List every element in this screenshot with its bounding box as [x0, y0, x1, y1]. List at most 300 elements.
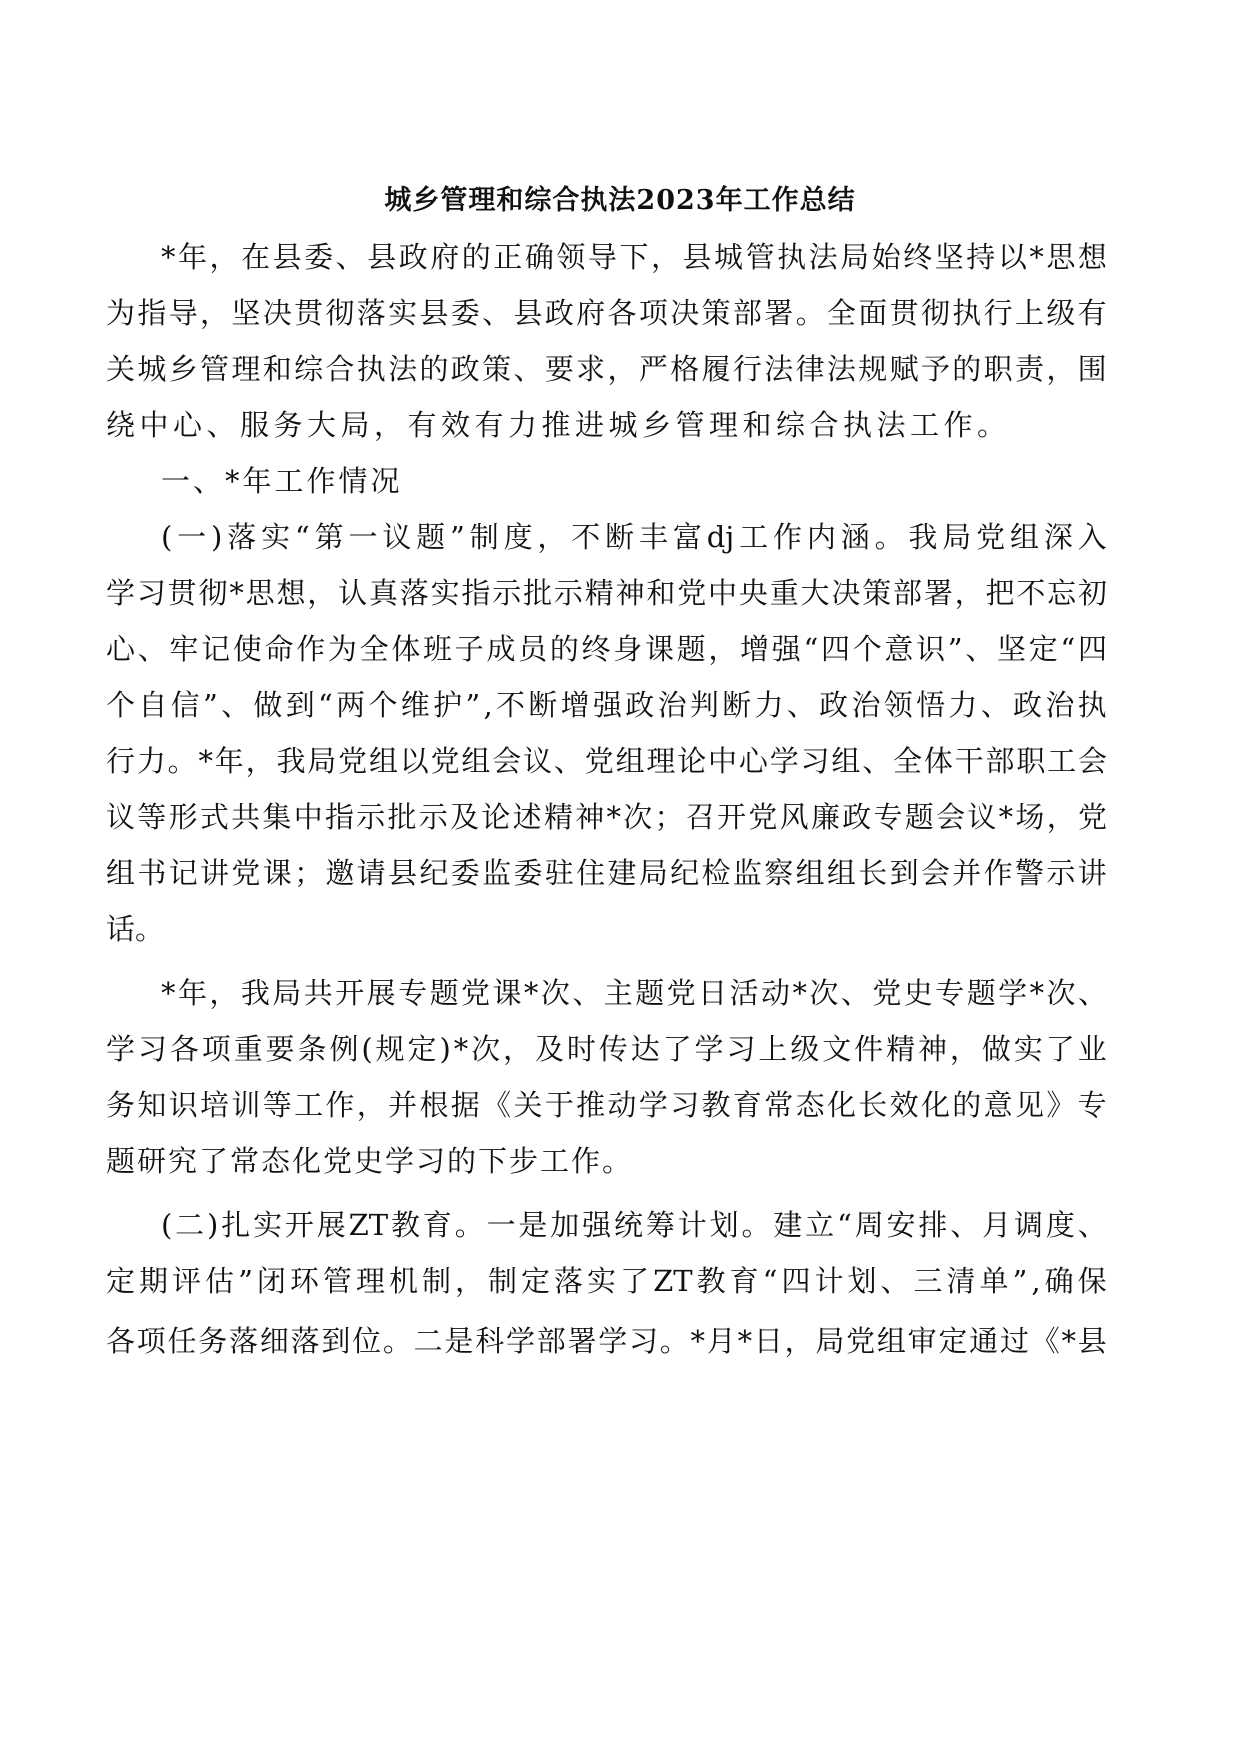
glyph: 县: [388, 856, 418, 890]
glyph: 加: [550, 1208, 580, 1242]
glyph: 知: [137, 1088, 167, 1122]
glyph: 个: [368, 688, 398, 722]
glyph: 。: [167, 744, 197, 778]
glyph: 彻: [325, 296, 355, 330]
glyph: *: [690, 1324, 706, 1358]
glyph: 开: [717, 800, 747, 834]
glyph: 会: [920, 856, 950, 890]
glyph: ，: [537, 520, 567, 554]
glyph: 央: [738, 576, 768, 610]
glyph: 局: [307, 744, 337, 778]
glyph: 署: [764, 296, 794, 330]
glyph: 了: [662, 1032, 692, 1066]
glyph: 组: [368, 744, 398, 778]
glyph: ): [207, 1208, 219, 1242]
glyph: *: [1061, 1324, 1076, 1358]
glyph: 体: [391, 632, 421, 666]
glyph: 体: [923, 744, 953, 778]
glyph: 导: [168, 296, 198, 330]
glyph: 级: [1046, 296, 1076, 330]
glyph: 计: [677, 1208, 707, 1242]
glyph: ，: [708, 632, 738, 666]
glyph: 把: [985, 576, 1015, 610]
glyph: 做: [981, 1032, 1011, 1066]
glyph: 见: [1014, 1088, 1044, 1122]
glyph: 划: [847, 1264, 877, 1298]
glyph: 两: [336, 688, 366, 722]
glyph: 确: [1044, 1264, 1074, 1298]
glyph: 扎: [221, 1208, 251, 1242]
glyph: 定: [407, 1032, 437, 1066]
glyph: 党: [231, 856, 261, 890]
text-line: [106, 685, 1107, 725]
glyph: 不: [571, 520, 601, 554]
glyph: 级: [790, 1032, 820, 1066]
glyph: 讲: [200, 856, 230, 890]
glyph: 精: [584, 576, 614, 610]
glyph: 学: [106, 576, 136, 610]
glyph: 学: [505, 1324, 535, 1358]
glyph: 识: [168, 1088, 198, 1122]
glyph: 制: [488, 1264, 518, 1298]
glyph: 牢: [169, 632, 199, 666]
glyph: 要: [544, 352, 574, 386]
glyph: 意: [983, 1088, 1013, 1122]
glyph: 各: [169, 1032, 199, 1066]
glyph: 定: [521, 1264, 551, 1298]
glyph: 赋: [889, 352, 919, 386]
glyph: 年: [178, 240, 208, 274]
glyph: 的: [419, 352, 449, 386]
glyph: 部: [893, 576, 923, 610]
glyph: 组: [615, 744, 645, 778]
glyph: 组: [826, 856, 856, 890]
glyph: 下: [619, 240, 649, 274]
glyph: 信: [170, 688, 200, 722]
glyph: 驻: [544, 856, 574, 890]
glyph: 落: [554, 1264, 584, 1298]
glyph: 做: [253, 688, 283, 722]
glyph: 的: [952, 1088, 982, 1122]
glyph: 局: [272, 976, 302, 1010]
glyph: 面: [858, 296, 888, 330]
glyph: 度: [1045, 1208, 1075, 1242]
glyph: 训: [231, 1088, 261, 1122]
glyph: 、: [862, 744, 892, 778]
glyph: ZT: [348, 1208, 389, 1242]
glyph: 次: [623, 800, 653, 834]
glyph: 习: [670, 1088, 700, 1122]
glyph: 及: [450, 800, 480, 834]
glyph: 富: [672, 520, 702, 554]
glyph: 示: [1046, 856, 1076, 890]
glyph: 法: [764, 352, 794, 386]
glyph: 重: [233, 1032, 263, 1066]
glyph: ，: [245, 744, 275, 778]
glyph: 学: [769, 744, 799, 778]
glyph: 想: [1077, 240, 1107, 274]
glyph: 职: [983, 352, 1013, 386]
glyph: 例: [329, 1032, 359, 1066]
glyph: 求: [576, 352, 606, 386]
glyph: 教: [390, 1208, 420, 1242]
glyph: 大: [800, 576, 830, 610]
glyph: 请: [356, 856, 386, 890]
glyph: 次: [540, 976, 570, 1010]
glyph: 力: [136, 744, 166, 778]
glyph: 识: [916, 632, 946, 666]
glyph: 城: [714, 240, 744, 274]
glyph: 治: [851, 688, 881, 722]
glyph: 不: [496, 688, 526, 722]
glyph: 住: [576, 856, 606, 890]
glyph: 活: [729, 976, 759, 1010]
glyph: 场: [1015, 800, 1045, 834]
glyph: 教: [701, 1088, 731, 1122]
glyph: 学: [694, 1032, 724, 1066]
glyph: 定: [106, 1264, 136, 1298]
glyph: 。: [795, 296, 825, 330]
glyph: 长: [858, 1088, 888, 1122]
text-line: 绕中心、服务大局，有效有力推进城乡管理和综合执法工作。: [106, 408, 1011, 442]
glyph: 传: [598, 1032, 628, 1066]
glyph: 导: [587, 240, 617, 274]
glyph: ，: [650, 240, 680, 274]
glyph: 上: [758, 1032, 788, 1066]
glyph: 断: [722, 688, 752, 722]
glyph: 开: [335, 976, 365, 1010]
glyph: ”: [465, 688, 481, 722]
glyph: 第: [314, 520, 344, 554]
glyph: ，: [356, 1088, 386, 1122]
glyph: 、: [335, 240, 365, 274]
glyph: 建: [607, 856, 637, 890]
glyph: 我: [908, 520, 938, 554]
glyph: 策: [862, 576, 892, 610]
glyph: 是: [444, 1324, 474, 1358]
glyph: ；: [294, 856, 324, 890]
glyph: *: [606, 800, 621, 834]
glyph: 真: [368, 576, 398, 610]
glyph: 局: [638, 856, 668, 890]
glyph: 廉: [810, 800, 840, 834]
glyph: 坚: [231, 296, 261, 330]
glyph: ，: [307, 576, 337, 610]
glyph: 内: [806, 520, 836, 554]
glyph: 务: [198, 1324, 228, 1358]
glyph: 命: [264, 632, 294, 666]
glyph: 是: [518, 1208, 548, 1242]
glyph: 综: [294, 352, 324, 386]
glyph: 予: [920, 352, 950, 386]
glyph: 实: [430, 576, 460, 610]
text-line: 题研究了常态化党史学习的下步工作。: [106, 1144, 634, 1178]
glyph: 三: [913, 1264, 943, 1298]
glyph: 项: [201, 1032, 231, 1066]
glyph: 邀: [325, 856, 355, 890]
glyph: 批: [523, 576, 553, 610]
glyph: 年: [214, 744, 244, 778]
text-line: [106, 349, 1107, 389]
glyph: “: [318, 688, 333, 722]
glyph: 长: [858, 856, 888, 890]
glyph: 全: [826, 296, 856, 330]
text-line: [106, 853, 1107, 893]
glyph: 中: [708, 576, 738, 610]
glyph: 党: [430, 744, 460, 778]
glyph: 局: [942, 520, 972, 554]
glyph: 涵: [840, 520, 870, 554]
glyph: 终: [581, 632, 611, 666]
glyph: 监: [732, 856, 762, 890]
section-heading: 一、*年工作情况: [161, 464, 403, 498]
glyph: ): [211, 520, 223, 554]
glyph: 入: [1077, 520, 1107, 554]
glyph: 落: [227, 520, 257, 554]
glyph: 工: [294, 1088, 324, 1122]
glyph: 展: [366, 976, 396, 1010]
glyph: 党: [338, 744, 368, 778]
glyph: 增: [740, 632, 770, 666]
glyph: 史: [903, 976, 933, 1010]
glyph: 、: [1077, 1208, 1107, 1242]
glyph: *: [198, 744, 213, 778]
glyph: 专: [873, 800, 903, 834]
glyph: 工: [739, 520, 769, 554]
glyph: 学: [998, 976, 1028, 1010]
glyph: 教: [696, 1264, 726, 1298]
glyph: 月: [706, 1324, 736, 1358]
glyph: 政: [625, 688, 655, 722]
glyph: 日: [753, 1324, 783, 1358]
glyph: 组: [831, 744, 861, 778]
glyph: 二: [413, 1324, 443, 1358]
glyph: 机: [388, 1264, 418, 1298]
glyph: “: [294, 520, 310, 554]
glyph: 。: [382, 1324, 412, 1358]
glyph: 法: [388, 352, 418, 386]
glyph: ，: [1046, 352, 1076, 386]
glyph: 委: [304, 240, 334, 274]
glyph: 指: [461, 576, 491, 610]
glyph: 个: [106, 688, 136, 722]
glyph: 期: [139, 1264, 169, 1298]
glyph: 学: [638, 1088, 668, 1122]
glyph: 记: [168, 856, 198, 890]
glyph: 忘: [1047, 576, 1077, 610]
glyph: 和: [646, 576, 676, 610]
glyph: (: [161, 1208, 173, 1242]
glyph: 一: [486, 1208, 516, 1242]
glyph: 、: [572, 976, 602, 1010]
glyph: 丰: [639, 520, 669, 554]
glyph: 、: [880, 1264, 910, 1298]
glyph: 估: [205, 1264, 235, 1298]
glyph: ，: [954, 576, 984, 610]
glyph: 署: [567, 1324, 597, 1358]
glyph: 察: [764, 856, 794, 890]
glyph: 神: [615, 576, 645, 610]
glyph: 风: [779, 800, 809, 834]
glyph: 《: [1030, 1324, 1060, 1358]
glyph: 题: [429, 976, 459, 1010]
glyph: 指: [137, 296, 167, 330]
glyph: 、: [1077, 976, 1107, 1010]
glyph: 党: [872, 976, 902, 1010]
glyph: 立: [805, 1208, 835, 1242]
glyph: 部: [536, 1324, 566, 1358]
glyph: 管: [745, 240, 775, 274]
glyph: 贯: [167, 576, 197, 610]
document-title: 城乡管理和综合执法2023年工作总结: [384, 185, 856, 216]
glyph: “: [1060, 632, 1076, 666]
glyph: 、: [553, 744, 583, 778]
glyph: 断: [528, 688, 558, 722]
glyph: 示: [418, 800, 448, 834]
glyph: 党: [584, 744, 614, 778]
glyph: 业: [1077, 1032, 1107, 1066]
glyph: 实: [388, 296, 418, 330]
glyph: dj: [706, 520, 735, 554]
glyph: 项: [638, 296, 668, 330]
glyph: 组: [106, 856, 136, 890]
glyph: 清: [946, 1264, 976, 1298]
glyph: 会: [492, 744, 522, 778]
glyph: 治: [1045, 688, 1075, 722]
glyph: 评: [172, 1264, 202, 1298]
glyph: 育: [729, 1264, 759, 1298]
glyph: 彻: [198, 576, 228, 610]
text-line: [161, 973, 1107, 1013]
glyph: 各: [607, 296, 637, 330]
glyph: 彻: [920, 296, 950, 330]
glyph: 年: [177, 976, 207, 1010]
glyph: 习: [137, 1032, 167, 1066]
glyph: 专: [1077, 1088, 1107, 1122]
glyph: 论: [481, 800, 511, 834]
glyph: 府: [576, 296, 606, 330]
glyph: 题: [904, 800, 934, 834]
glyph: 维: [400, 688, 430, 722]
glyph: 议: [967, 800, 997, 834]
glyph: 以: [997, 240, 1027, 274]
glyph: 次: [1046, 976, 1076, 1010]
glyph: 政: [842, 800, 872, 834]
glyph: 力: [948, 688, 978, 722]
glyph: ”: [202, 688, 218, 722]
glyph: 悟: [916, 688, 946, 722]
glyph: 闭: [256, 1264, 286, 1298]
glyph: 贯: [294, 296, 324, 330]
glyph: 想: [276, 576, 306, 610]
text-line: [106, 1261, 1107, 1301]
glyph: 党: [1077, 800, 1107, 834]
glyph: 达: [630, 1032, 660, 1066]
glyph: 及: [534, 1032, 564, 1066]
glyph: 示: [356, 800, 386, 834]
glyph: 据: [450, 1088, 480, 1122]
glyph: 策: [701, 296, 731, 330]
glyph: 始: [871, 240, 901, 274]
glyph: ,: [483, 688, 493, 722]
glyph: 、: [840, 976, 870, 1010]
glyph: 作: [983, 856, 1013, 890]
glyph: 、: [482, 296, 512, 330]
glyph: 四: [1077, 632, 1107, 666]
glyph: 判: [689, 688, 719, 722]
glyph: 学: [106, 1032, 136, 1066]
glyph: “: [762, 1264, 778, 1298]
glyph: 动: [607, 1088, 637, 1122]
glyph: 护: [433, 688, 463, 722]
glyph: 式: [199, 800, 229, 834]
glyph: 展: [316, 1208, 346, 1242]
glyph: 和: [262, 352, 292, 386]
glyph: 书: [137, 856, 167, 890]
glyph: 党: [748, 800, 778, 834]
glyph: 统: [614, 1208, 644, 1242]
glyph: 政: [544, 296, 574, 330]
glyph: ，: [784, 1324, 814, 1358]
glyph: 心: [106, 632, 136, 666]
glyph: 态: [795, 1088, 825, 1122]
glyph: 。: [874, 520, 904, 554]
text-line: [106, 1321, 1107, 1361]
text-line: [106, 573, 1107, 613]
glyph: 我: [240, 976, 270, 1010]
glyph: 党: [666, 976, 696, 1010]
glyph: 一: [177, 520, 207, 554]
glyph: 中: [708, 744, 738, 778]
glyph: 神: [575, 800, 605, 834]
glyph: *: [229, 576, 244, 610]
glyph: 班: [423, 632, 453, 666]
glyph: 题: [676, 632, 706, 666]
glyph: 党: [677, 576, 707, 610]
glyph: 管: [322, 1264, 352, 1298]
glyph: 。: [741, 1208, 771, 1242]
text-line: [106, 629, 1107, 669]
glyph: 有: [1077, 296, 1107, 330]
glyph: 的: [549, 632, 579, 666]
glyph: 《: [482, 1088, 512, 1122]
glyph: 行: [983, 296, 1013, 330]
glyph: 政: [450, 352, 480, 386]
glyph: 以: [399, 744, 429, 778]
glyph: 管: [200, 352, 230, 386]
glyph: 增: [560, 688, 590, 722]
glyph: 议: [523, 744, 553, 778]
glyph: 神: [918, 1032, 948, 1066]
glyph: 我: [276, 744, 306, 778]
glyph: 严: [638, 352, 668, 386]
glyph: 行: [732, 352, 762, 386]
glyph: 法: [808, 240, 838, 274]
glyph: 实: [261, 520, 291, 554]
glyph: 县: [367, 240, 397, 274]
glyph: 组: [876, 1324, 906, 1358]
glyph: 格: [670, 352, 700, 386]
glyph: 细: [259, 1324, 289, 1358]
glyph: 围: [1077, 352, 1107, 386]
glyph: 批: [387, 800, 417, 834]
glyph: 纪: [419, 856, 449, 890]
glyph: 局: [840, 240, 870, 274]
glyph: 保: [1077, 1264, 1107, 1298]
glyph: 并: [388, 1088, 418, 1122]
glyph: 领: [556, 240, 586, 274]
glyph: 作: [772, 520, 802, 554]
